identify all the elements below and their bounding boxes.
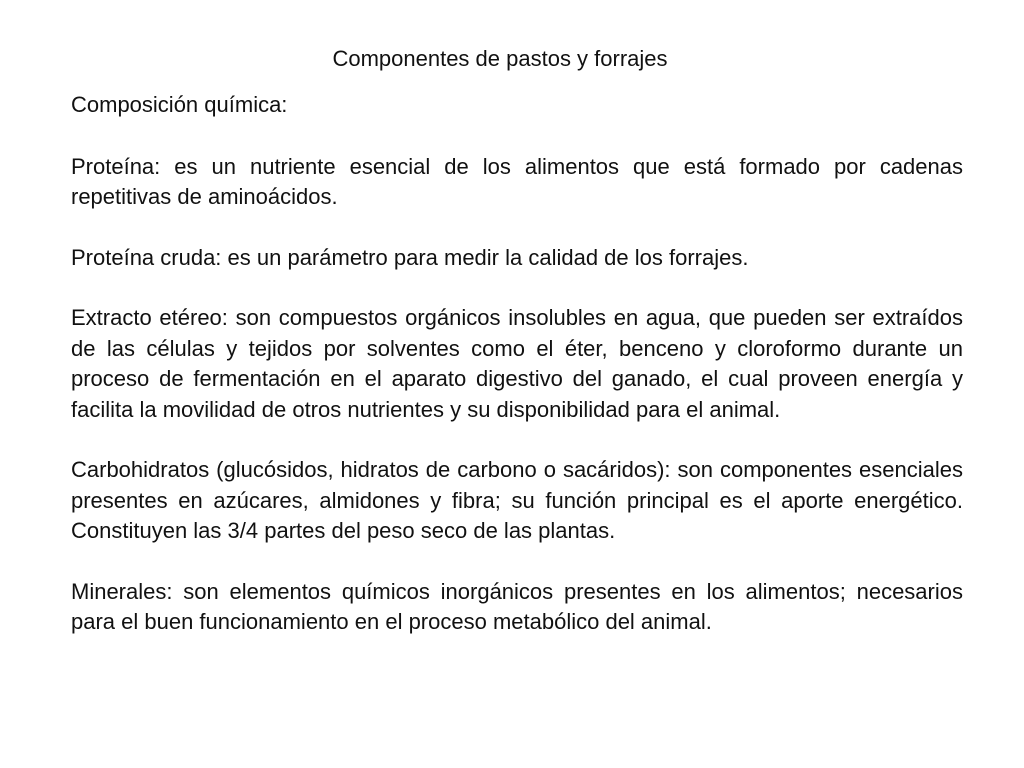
- paragraph-proteina: Proteína: es un nutriente esencial de los alimentos que está formado por cadenas repetitivas de aminoácidos.: [71, 153, 963, 209]
- section-heading: Composición química:: [71, 92, 288, 117]
- paragraph-proteina-cruda: Proteína cruda: es un parámetro para medir la calidad de los forrajes.: [71, 244, 749, 270]
- paragraph-carbohidratos: Carbohidratos (glucósidos, hidratos de carbono o sacáridos): son componentes esenciales presentes en azúcares, almidones y fibra; su función principal es el aporte energético. Constituyen las 3/4 partes del peso seco de las plantas.: [71, 457, 963, 543]
- paragraph-extracto-etereo: Extracto etéreo: son compuestos orgánicos insolubles en agua, que pueden ser extraídos de las células y tejidos por solventes como el éter, benceno y cloroformo durante un proceso de fermentación en el aparato digestivo del ganado, el cual proveen energía y facilita la movilidad de otros nutrientes y su disponibilidad para el animal.: [71, 305, 963, 422]
- paragraph-minerales: Minerales: son elementos químicos inorgánicos presentes en los alimentos; necesarios para el buen funcionamiento en el proceso metabólico del animal.: [71, 578, 963, 634]
- slide-title: Componentes de pastos y forrajes: [332, 46, 668, 71]
- slide-content: [71, 90, 963, 638]
